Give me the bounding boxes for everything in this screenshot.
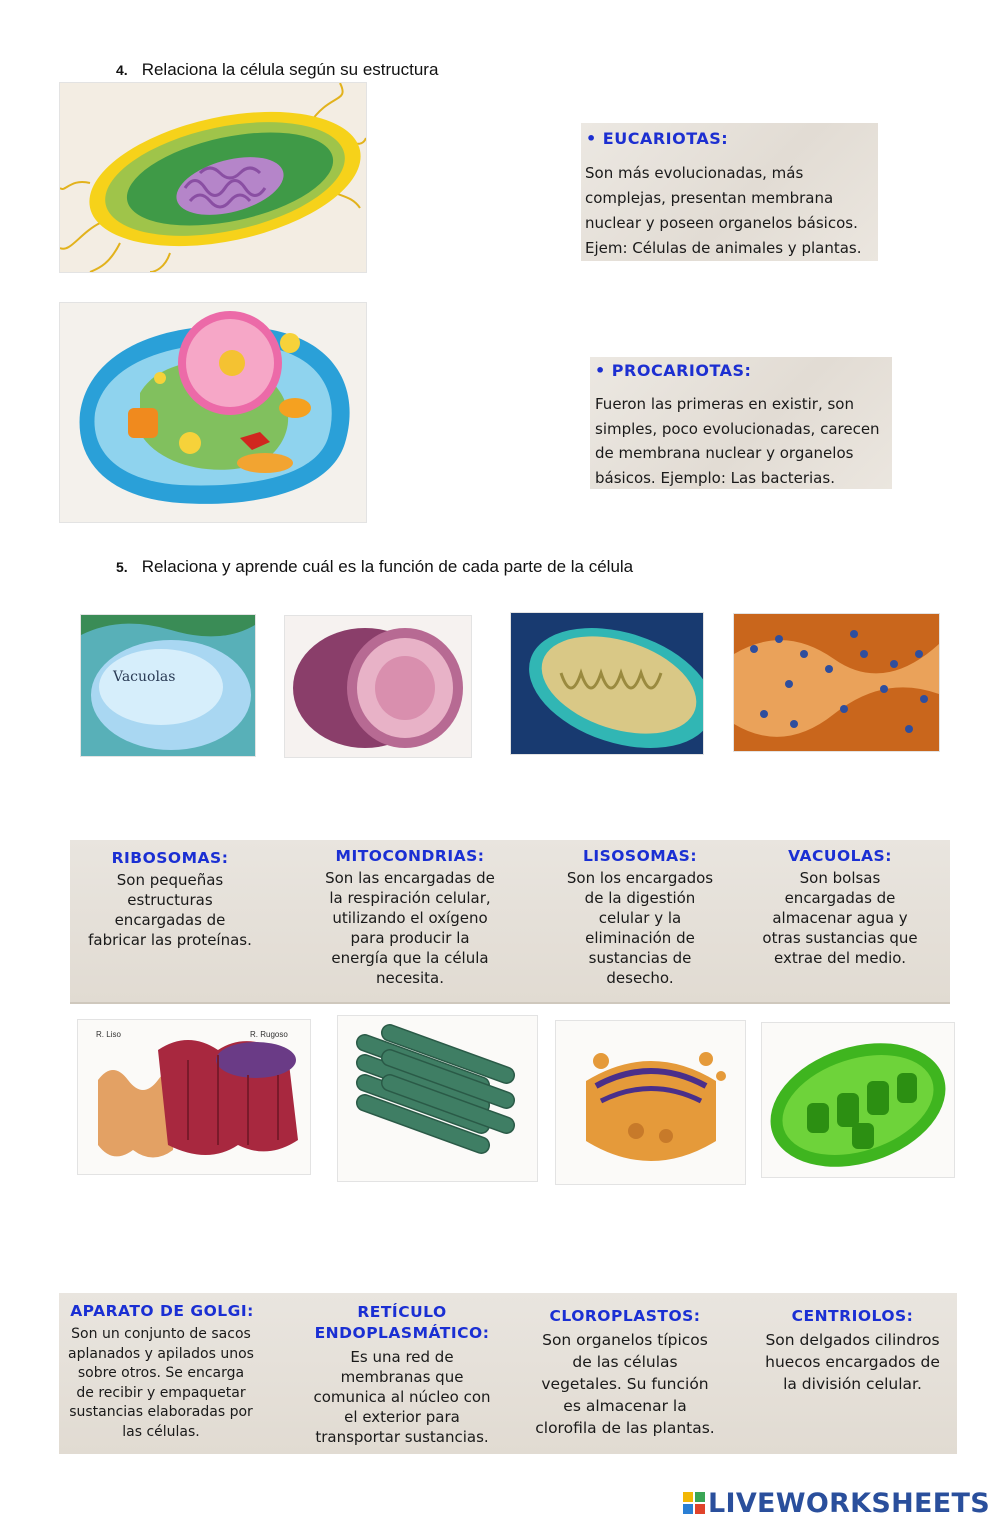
def-line: Son un conjunto de sacos (71, 1326, 251, 1342)
card-line: complejas, presentan membrana (585, 189, 834, 207)
def-line: Son bolsas (799, 869, 881, 887)
def-line: de la digestión (584, 889, 696, 907)
card-title: • EUCARIOTAS: (586, 129, 729, 148)
def-line: de las células (572, 1353, 678, 1371)
def-body-cloroplastos (520, 1329, 730, 1439)
def-line: la división celular. (783, 1375, 922, 1393)
card-line: Ejem: Células de animales y plantas. (585, 239, 862, 257)
def-line: necesita. (375, 969, 445, 987)
def-title-vacuolas: VACUOLAS: (788, 847, 892, 865)
prokaryote-card (590, 357, 892, 489)
def-line: Es una red de (350, 1348, 454, 1366)
def-title-cloroplastos: CLOROPLASTOS: (549, 1307, 701, 1325)
card-line: nuclear y poseen organelos básicos. (585, 214, 858, 232)
def-line: comunica al núcleo con (313, 1388, 491, 1406)
question-number: 4. (116, 62, 128, 78)
liveworksheets-logo (683, 1488, 990, 1519)
def-line: la respiración celular, (329, 889, 491, 907)
def-line: otras sustancias que (762, 929, 918, 947)
def-line: Son las encargadas de (325, 869, 495, 887)
question-4 (116, 60, 438, 80)
def-body-ribosomas (70, 870, 270, 950)
card-line: Son más evolucionadas, más (585, 164, 804, 182)
def-body-centriolos (750, 1329, 955, 1395)
def-line: desecho. (606, 969, 674, 987)
def-line: fabricar las proteínas. (88, 931, 252, 949)
def-line: extrae del medio. (774, 949, 906, 967)
def-body-reticulo (297, 1347, 507, 1447)
eukaryotic-cell-image (59, 302, 367, 523)
def-body-lisosomas (540, 868, 740, 988)
def-line: las células. (122, 1423, 200, 1440)
def-title-centriolos: CENTRIOLOS: (791, 1307, 914, 1325)
def-line: energía que la célula (331, 949, 489, 967)
def-line: clorofila de las plantas. (535, 1419, 715, 1437)
def-line: celular y la (598, 909, 682, 927)
golgi-apparatus-image (555, 1020, 746, 1185)
card-body (585, 161, 861, 261)
def-line: eliminación de (585, 929, 695, 947)
def-line: Son delgados cilindros (765, 1331, 940, 1349)
vacuole-label: Vacuolas (113, 669, 176, 685)
def-body-vacuolas (740, 868, 940, 968)
endoplasmic-reticulum-image (77, 1019, 311, 1175)
def-title-golgi: APARATO DE GOLGI: (70, 1302, 254, 1320)
def-line: sustancias elaboradas por (69, 1404, 253, 1420)
def-line: encargadas de (784, 889, 896, 907)
def-title-reticulo (297, 1302, 507, 1344)
question-5 (116, 557, 633, 577)
er-smooth-label: R. Liso (96, 1030, 121, 1039)
def-title-line: ENDOPLASMÁTICO: (314, 1324, 490, 1342)
def-title-ribosomas: RIBOSOMAS: (111, 849, 229, 867)
prokaryotic-cell-image (59, 82, 367, 273)
eukaryote-card (581, 123, 878, 261)
def-body-golgi (57, 1325, 265, 1442)
er-rough-label: R. Rugoso (250, 1030, 288, 1039)
def-line: utilizando el oxígeno (332, 909, 488, 927)
card-title: • PROCARIOTAS: (595, 361, 752, 380)
card-line: básicos. Ejemplo: Las bacterias. (595, 468, 835, 487)
def-line: el exterior para (344, 1408, 460, 1426)
def-body-mitocondrias (300, 868, 520, 988)
def-line: encargadas de (114, 911, 226, 929)
card-body (595, 392, 880, 490)
brand-name: LIVEWORKSHEETS (707, 1488, 990, 1519)
def-line: transportar sustancias. (315, 1428, 489, 1446)
def-line: huecos encargados de (765, 1353, 940, 1371)
def-line: de recibir y empaquetar (76, 1384, 246, 1401)
def-line: aplanados y apilados unos (68, 1345, 254, 1362)
mitochondria-image (510, 612, 704, 755)
def-line: para producir la (350, 929, 470, 947)
def-line: membranas que (340, 1368, 464, 1386)
question-text: Relaciona y aprende cuál es la función de cada parte de la célula (141, 557, 634, 576)
def-line: sustancias de (588, 949, 692, 967)
card-line: Fueron las primeras en existir, son (595, 395, 854, 413)
def-line: estructuras (127, 891, 213, 909)
liveworksheets-logo-icon (683, 1492, 705, 1514)
def-title-line: RETÍCULO (357, 1303, 447, 1321)
def-line: almacenar agua y (772, 909, 908, 927)
def-line: Son organelos típicos (542, 1331, 708, 1349)
def-title-lisosomas: LISOSOMAS: (582, 847, 698, 865)
vacuole-image (80, 614, 256, 757)
card-line: de membrana nuclear y organelos (595, 444, 854, 462)
def-line: es almacenar la (563, 1397, 687, 1415)
def-line: Son pequeñas (116, 871, 224, 889)
centrioles-image (337, 1015, 538, 1182)
ribosome-image (733, 613, 940, 752)
def-title-mitocondrias: MITOCONDRIAS: (335, 847, 485, 865)
def-line: vegetales. Su función (541, 1375, 709, 1393)
def-line: sobre otros. Se encarga (77, 1365, 245, 1381)
nucleus-image (284, 615, 472, 758)
card-line: simples, poco evolucionadas, carecen (595, 419, 880, 438)
question-number: 5. (116, 559, 128, 575)
question-text: Relaciona la célula según su estructura (141, 60, 439, 79)
def-line: Son los encargados (566, 869, 714, 887)
chloroplast-image (761, 1022, 955, 1178)
